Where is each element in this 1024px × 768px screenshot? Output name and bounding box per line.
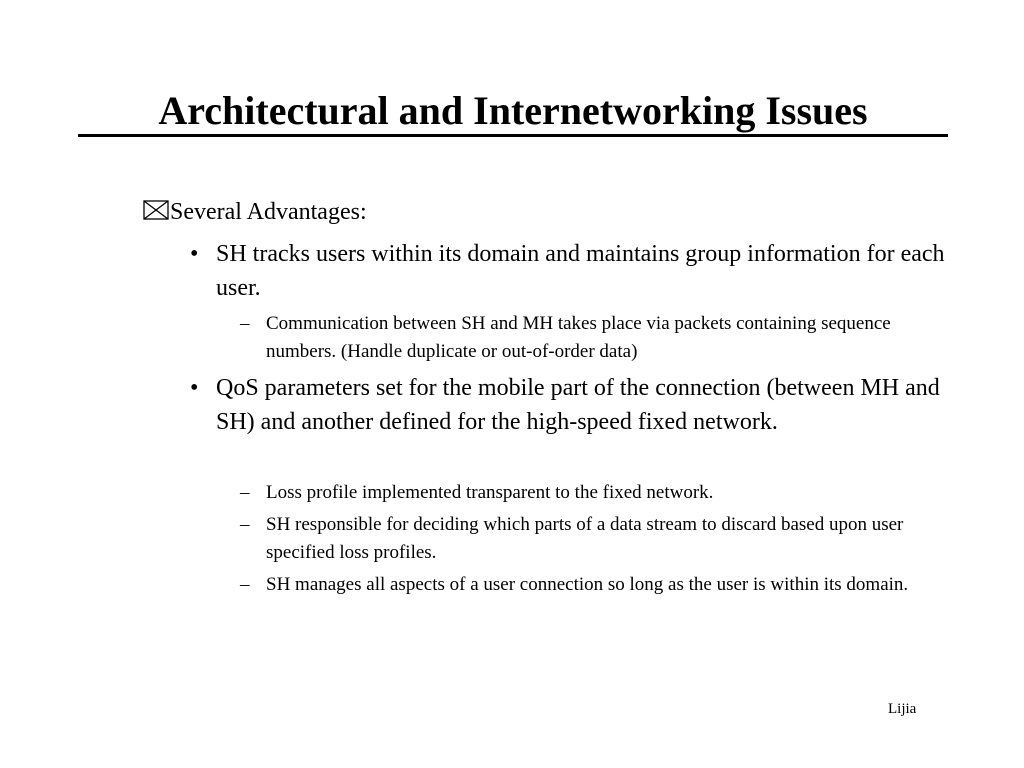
title-underline (78, 134, 948, 137)
envelope-x-icon (142, 199, 170, 221)
bullet-marker: • (190, 375, 199, 401)
bullet-text: SH tracks users within its domain and maintains group information for each user. (216, 241, 945, 301)
dash-marker: – (240, 313, 250, 334)
bullet-text: QoS parameters set for the mobile part of the connection (between MH and SH) and another defined for the high-speed fixed network. (216, 375, 940, 435)
bullet-marker: • (190, 241, 199, 267)
section-heading (142, 197, 367, 227)
dash-marker: – (240, 482, 250, 503)
dash-marker: – (240, 514, 250, 535)
sub-point-text: Loss profile implemented transparent to the fixed network. (266, 482, 714, 503)
section-heading-text: Several Advantages: (170, 199, 367, 225)
dash-marker: – (240, 574, 250, 595)
slide-title: Architectural and Internetworking Issues (158, 88, 868, 133)
sub-point-text: SH responsible for deciding which parts of a data stream to discard based upon user specified loss profiles. (266, 514, 904, 563)
sub-point-text: SH manages all aspects of a user connection so long as the user is within its domain. (266, 574, 909, 595)
sub-point-text: Communication between SH and MH takes place via packets containing sequence numbers. (Handle duplicate or out-of-order data) (266, 313, 891, 362)
footer-author: Lijia (888, 701, 917, 717)
